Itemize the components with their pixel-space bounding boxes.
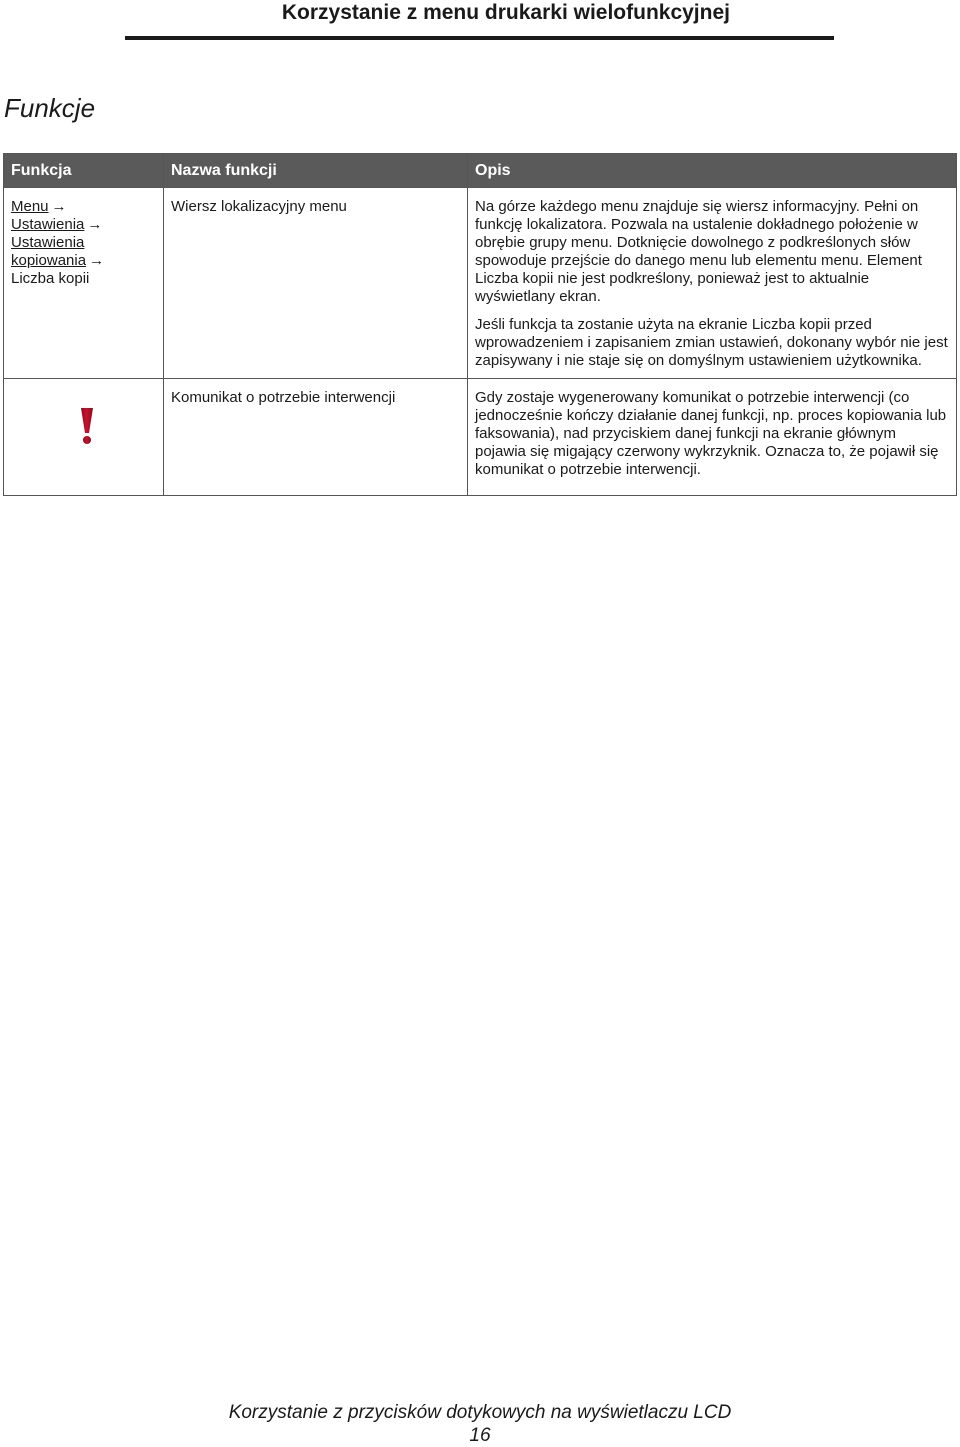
feature-description xyxy=(468,379,957,496)
page-number: 16 xyxy=(469,1425,491,1446)
column-header-funkcja: Funkcja xyxy=(4,154,164,188)
exclamation-icon xyxy=(77,407,97,445)
column-header-nazwa: Nazwa funkcji xyxy=(164,154,468,188)
description-paragraph: Jeśli funkcja ta zostanie użyta na ekranie Liczba kopii przed wprowadzeniem i zapisaniem zmian ustawień, dokonany wybór nie jest zapisywany i nie staje się on domyślnym ustawieniem użytkownika. xyxy=(475,316,948,369)
table-header-row xyxy=(4,154,957,188)
breadcrumb xyxy=(4,188,164,379)
footer-text: Korzystanie z przycisków dotykowych na wyświetlaczu LCD xyxy=(228,1402,732,1423)
page-header xyxy=(0,0,960,40)
breadcrumb-link-menu[interactable]: Menu xyxy=(11,198,49,215)
attention-icon-cell xyxy=(4,379,164,496)
breadcrumb-link-ustawienia[interactable]: Ustawienia xyxy=(11,216,85,233)
arrow-right-icon: → xyxy=(89,252,105,269)
header-title: Korzystanie z menu drukarki wielofunkcyjnej xyxy=(281,1,730,24)
feature-description xyxy=(468,188,957,379)
feature-name: Komunikat o potrzebie interwencji xyxy=(164,379,468,496)
table-row xyxy=(4,188,957,379)
breadcrumb-current: Liczba kopii xyxy=(11,270,90,287)
header-rule xyxy=(125,36,834,40)
breadcrumb-link-ustawienia-kopiowania[interactable]: Ustawienia kopiowania xyxy=(11,234,87,269)
features-table xyxy=(3,153,957,496)
table-row xyxy=(4,379,957,496)
description-paragraph: Gdy zostaje wygenerowany komunikat o potrzebie interwencji (co jednocześnie kończy działanie danej funkcji, np. proces kopiowania lub faksowania), nad przyciskiem danej funkcji na ekranie głównym pojawia się migający czerwony wykrzyknik. Oznacza to, że pojawił się komunikat o potrzebie interwencji. xyxy=(475,389,947,478)
arrow-right-icon: → xyxy=(87,216,103,233)
arrow-right-icon: → xyxy=(51,198,67,215)
section-title: Funkcje xyxy=(4,93,96,123)
column-header-opis: Opis xyxy=(468,154,957,188)
feature-name: Wiersz lokalizacyjny menu xyxy=(164,188,468,379)
description-paragraph: Na górze każdego menu znajduje się wiersz informacyjny. Pełni on funkcję lokalizatora. Pozwala na ustalenie dokładnego położenie w obrębie grupy menu. Dotknięcie dowolnego z podkreślonych słów spowoduje przejście do danego menu lub elementu menu. Element Liczba kopii nie jest podkreślony, ponieważ jest to aktualnie wyświetlany ekran. xyxy=(475,198,922,305)
